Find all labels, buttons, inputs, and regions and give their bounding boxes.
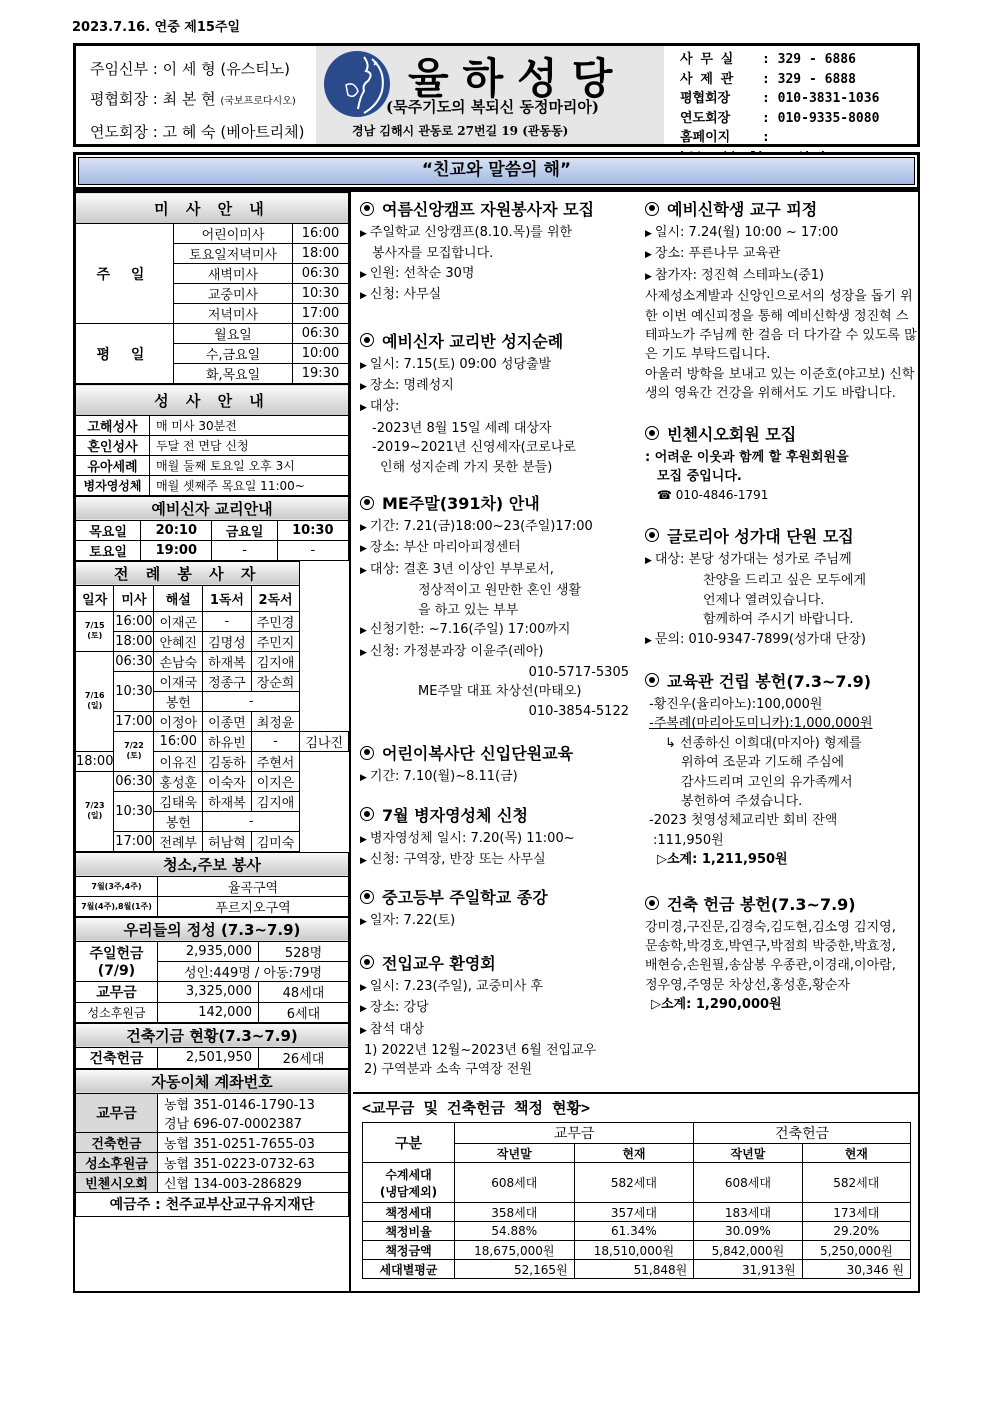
mass-time: 17:00 (293, 304, 349, 324)
row-label: 책정세대 (363, 1203, 455, 1222)
group-header: 교무금 (455, 1123, 694, 1144)
table-row (76, 631, 349, 651)
radio-bullet-icon (360, 746, 374, 760)
notice-choir: 글로리아 성가대 단원 모집 ▶ 대상: 본당 성가대는 성가로 주님께 찬양을 드리고 싶은 모두에게 언제나 열려있습니다. 함께하여 주시기 바랍니다. ▶ 문의: 010-9347-7899(성가대 단장) (645, 526, 867, 647)
col-header: 현재 (802, 1144, 910, 1163)
class-time: - (277, 540, 348, 560)
offering-count: 48세대 (259, 981, 349, 1002)
class-day: 금요일 (212, 520, 277, 540)
table-row (363, 1163, 911, 1203)
sunday-offering-label: 주일헌금 (7/9) (76, 941, 158, 981)
phone-icon: ☎ 010-4846-1791 (657, 488, 769, 503)
col-header: 미사 (114, 585, 154, 611)
class-time: 19:00 (141, 540, 212, 560)
notice-seminary-retreat: 예비신학생 교구 피정 ▶ 일시: 7.24(월) 10:00 ~ 17:00 ▶ 장소: 푸른나무 교육관 ▶ 참가자: 정진혁 스테파노(중1) 사제성소계발과 신앙인으로서의 성장을 돕기 위한 이번 예신피정을 통해 예비신학생 정진혁 스테파노가 주님께 한 걸음 더 다가갈 수 있도록 많은 기도 부탁드립니다. 아울러 방학을 보내고 있는 이준호(야고보) 신학생의 영육간 건강을 위해서도 기도 바랍니다. (645, 200, 917, 402)
fund-count: 26세대 (259, 1047, 349, 1068)
row-label: 세대별평균 (363, 1260, 455, 1279)
bulletin-header (73, 43, 920, 147)
commentator: 이정아 (154, 711, 203, 731)
cell: 5,842,000원 (694, 1241, 802, 1260)
table-row (76, 611, 349, 631)
radio-bullet-icon (360, 202, 374, 216)
catechumen-table (75, 496, 349, 561)
reader1: - (251, 731, 300, 751)
building-fund-title: 건축기금 현황(7.3~7.9) (76, 1023, 349, 1047)
account-name: 성소후원금 (76, 1152, 158, 1172)
reader1: 김명성 (203, 631, 252, 651)
cleaning-title: 청소,주보 봉사 (76, 852, 349, 876)
mass-name: 교중미사 (174, 284, 293, 304)
class-time: 10:30 (277, 520, 348, 540)
reader2: 김지애 (251, 651, 300, 671)
reader1: 하재복 (203, 651, 252, 671)
notice-vincent: 빈첸시오회원 모집 : 어려운 이웃과 함께 할 후원회원을 모집 중입니다. ☎ 010-4846-1791 (645, 422, 920, 506)
funeral-president-line: 연도회장 : 고 혜 숙 (베아트리체) (90, 123, 305, 141)
row-label: 책정비율 (363, 1222, 455, 1241)
mass-time: 06:30 (293, 264, 349, 284)
offertory-value: - (203, 811, 300, 831)
mass-time: 19:30 (293, 364, 349, 384)
notice-pilgrimage: 예비신자 교리반 성지순례 ▶ 일시: 7.15(토) 09:00 성당출발 ▶ 장소: 명례성지 ▶ 대상: -2023년 8월 15일 세례 대상자 -2019~2021년 신영세자(코로나로 인해 성지순례 가지 못한 분들) (360, 331, 576, 475)
table-row (363, 1241, 911, 1260)
reader1: 하재복 (203, 791, 252, 811)
sacrament-name: 병자영성체 (76, 476, 150, 496)
contact-funeral: 연도회장 : 010-9335-8080 (680, 110, 880, 126)
commentator: 전례부 (154, 831, 203, 851)
cell: 358세대 (455, 1203, 575, 1222)
reader2: 주현서 (251, 751, 300, 771)
year-theme-banner: “친교와 말씀의 해” (73, 152, 920, 190)
account-number: 신협 134-003-286829 (158, 1172, 349, 1192)
reader1: 이종면 (203, 711, 252, 731)
reader1: 허남혁 (203, 831, 252, 851)
pastor-line: 주임신부 : 이 세 형 (유스티노) (90, 60, 291, 78)
radio-bullet-icon (360, 890, 374, 904)
cell: 183세대 (694, 1203, 802, 1222)
table-row (76, 731, 349, 751)
sacrament-desc: 매월 둘째 토요일 오후 3시 (150, 456, 349, 476)
col-header: 2독서 (251, 585, 300, 611)
sacrament-desc: 매 미사 30분전 (150, 416, 349, 436)
contact-list (664, 46, 917, 144)
date-cell: 7/22 (토) (114, 731, 154, 771)
group-header: 건축헌금 (694, 1123, 911, 1144)
mass-time: 17:00 (114, 831, 154, 851)
notice-me-weekend: ME주말(391차) 안내 ▶ 기간: 7.21(금)18:00~23(주일)17:00 ▶ 장소: 부산 마리아피정센터 ▶ 대상: 결혼 3년 이상인 부부로서, 정상적이고 원만한 혼인 생활 을 하고 있는 부부 ▶ 신청기한: ~7.16(주일) 17:00까지 ▶ 신청: 가정분과장 이윤주(레아) 010-5717-5305 ME주말 대표 차상선(마태오) 010-3854-5122 (360, 494, 629, 719)
date-cell: 7/16 (일) (76, 651, 114, 751)
reader2: 김지애 (251, 791, 300, 811)
offering-count: 6세대 (259, 1002, 349, 1022)
bulletin-body (73, 190, 920, 1293)
radio-bullet-icon (360, 807, 374, 821)
church-name: 율하성당 (408, 54, 627, 103)
cell: 52,165원 (455, 1260, 575, 1279)
account-number: 농협 351-0251-7655-03 (158, 1132, 349, 1152)
account-numbers: 농협 351-0146-1790-13 경남 696-07-0002387 (158, 1093, 349, 1132)
contact-council: 평협회장 : 010-3831-1036 (680, 91, 880, 106)
reader2: 김미숙 (251, 831, 300, 851)
mass-time: 06:30 (114, 651, 154, 671)
left-column (75, 192, 351, 1293)
reader2: 주민경 (251, 611, 300, 631)
table-row (363, 1203, 911, 1222)
notice-altar-servers: 어린이복사단 신입단원교육 ▶ 기간: 7.10(월)~8.11(금) (360, 744, 574, 785)
row-label: 책정금액 (363, 1241, 455, 1260)
mass-time: 10:30 (293, 284, 349, 304)
mass-name: 월요일 (174, 324, 293, 344)
notice-sunday-school: 중고등부 주일학교 종강 ▶ 일자: 7.22(토) (360, 888, 548, 929)
church-title-block (316, 46, 664, 144)
radio-bullet-icon (360, 333, 374, 347)
col-header: 1독서 (203, 585, 252, 611)
radio-bullet-icon (360, 496, 374, 510)
cell: 31,913원 (694, 1260, 802, 1279)
cell: 30.09% (694, 1222, 802, 1241)
notice-education-hall: 교육관 건립 봉헌(7.3~7.9) -황진우(율리아노):100,000원 -주복례(마리아도미니카):1,000,000원 ↳ 선종하신 이희대(마지아) 형제를 위하여 조문과 기도해 주심에 감사드리며 고인의 유가족께서 봉헌하여 주셨습니다. -2023 첫영성체교리반 회비 잔액 :111,950원 ▷소계: 1,211,950원 (645, 669, 920, 870)
council-president-line: 평협회장 : 최 본 현 (국보프로다시오) (90, 90, 296, 108)
reader2: 장순희 (251, 671, 300, 691)
fund-name: 건축헌금 (76, 1047, 158, 1068)
mass-time: 16:00 (114, 611, 154, 631)
reader1: 이숙자 (203, 771, 252, 791)
liturgy-servers-table (75, 561, 349, 852)
clergy-list (76, 46, 316, 144)
sacrament-desc: 두달 전 면담 신청 (150, 436, 349, 456)
radio-bullet-icon (645, 426, 659, 440)
auto-transfer-table (75, 1069, 349, 1217)
building-fund-table (75, 1023, 349, 1069)
mass-schedule-table (75, 192, 349, 384)
mass-name: 수,금요일 (174, 344, 293, 364)
class-day: 토요일 (76, 540, 141, 560)
date-cell: 7/23 (일) (76, 771, 114, 851)
offering-amount: 2,935,000 (158, 941, 259, 961)
table-row (363, 1260, 911, 1279)
offertory: 봉헌 (154, 691, 203, 711)
commentator: 이재곤 (154, 611, 203, 631)
reader1: 김동하 (203, 751, 252, 771)
mass-time: 10:00 (293, 344, 349, 364)
cleaning-period: 7월(3주,4주) (76, 876, 158, 896)
mass-name: 어린이미사 (174, 224, 293, 244)
account-name: 건축헌금 (76, 1132, 158, 1152)
notice-welcome: 전입교우 환영회 ▶ 일시: 7.23(주일), 교중미사 후 ▶ 장소: 강당 ▶ 참석 대상 1) 2022년 12월~2023년 6월 전입교우 2) 구역분과 소속 구역장 전원 (360, 953, 597, 1078)
reader2: 최정윤 (251, 711, 300, 731)
cell: 54.88% (455, 1222, 575, 1241)
table-row (76, 671, 349, 691)
offering-detail: 성인:449명 / 아동:79명 (158, 961, 349, 981)
assessment-section (353, 1092, 920, 1293)
church-subtitle: (묵주기도의 복되신 동정마리아) (386, 98, 600, 116)
contact-rectory: 사 제 관 : 329 - 6888 (680, 71, 856, 87)
notice-summer-camp: 여름신앙캠프 자원봉사자 모집 ▶ 주일학교 신앙캠프(8.10.목)를 위한 봉사자를 모집합니다. ▶ 인원: 선착순 30명 ▶ 신청: 사무실 (360, 200, 595, 303)
class-day: - (212, 540, 277, 560)
commentator: 하유빈 (203, 731, 252, 751)
notice-building-offering: 건축 헌금 봉헌(7.3~7.9) 강미경,구진문,김경숙,김도현,김소영 김지영,문송학,박경호,박연구,박점희 박중한,박효정,배현승,손원필,송삼봉 우종관,이경래,이아람,정우영,주영문 차상선,홍성훈,황순자 ▷소계: 1,290,000원 (645, 892, 920, 1015)
cell: 61.34% (574, 1222, 694, 1241)
assessment-title: <교무금 및 건축헌금 책정 현황> (362, 1099, 591, 1117)
offering-count: 528명 (259, 941, 349, 961)
table-row (76, 771, 349, 791)
auto-transfer-title: 자동이체 계좌번호 (76, 1069, 349, 1093)
offering-name: 성소후원금 (76, 1002, 158, 1022)
table-row (76, 711, 349, 731)
radio-bullet-icon (645, 528, 659, 542)
mass-name: 저녁미사 (174, 304, 293, 324)
catechumen-title: 예비신자 교리안내 (76, 496, 349, 520)
contact-homepage: 홈페이지 : (680, 128, 917, 167)
building-subtotal: ▷소계: 1,290,000원 (651, 997, 782, 1013)
account-holder: 예금주 : 천주교부산교구유지재단 (76, 1192, 349, 1216)
commentator: 이유진 (154, 751, 203, 771)
right-column (641, 192, 920, 1092)
sacrament-table (75, 384, 349, 496)
sacrament-guide-title: 성 사 안 내 (76, 385, 349, 416)
offering-amount: 142,000 (158, 1002, 259, 1022)
class-day: 목요일 (76, 520, 141, 540)
mass-time: 10:30 (114, 791, 154, 831)
radio-bullet-icon (645, 673, 659, 687)
col-header: 작년말 (455, 1144, 575, 1163)
col-header: 현재 (574, 1144, 694, 1163)
mass-time: 16:00 (293, 224, 349, 244)
mass-time: 18:00 (114, 631, 154, 651)
commentator: 김태욱 (154, 791, 203, 811)
middle-column (353, 192, 641, 1092)
mass-time: 17:00 (114, 711, 154, 731)
account-name: 빈첸시오회 (76, 1172, 158, 1192)
sacrament-name: 고해성사 (76, 416, 150, 436)
cell: 608세대 (455, 1163, 575, 1203)
cell: 5,250,000원 (802, 1241, 910, 1260)
mass-name: 화,목요일 (174, 364, 293, 384)
church-address: 경남 김해시 관동로 27번길 19 (관동동) (352, 124, 569, 138)
account-name: 교무금 (76, 1093, 158, 1132)
mass-name: 토요일저녁미사 (174, 244, 293, 264)
col-header: 일자 (76, 585, 114, 611)
mass-time: 06:30 (114, 771, 154, 791)
commentator: 손남숙 (154, 651, 203, 671)
table-row (76, 831, 349, 851)
reader2: 이지은 (251, 771, 300, 791)
table-row (76, 651, 349, 671)
cell: 30,346 원 (802, 1260, 910, 1279)
radio-bullet-icon (645, 202, 659, 216)
cell: 29.20% (802, 1222, 910, 1241)
class-time: 20:10 (141, 520, 212, 540)
account-number: 농협 351-0223-0732-63 (158, 1152, 349, 1172)
row-label: 수계세대 (냉담제외) (363, 1163, 455, 1203)
reader2: 김나진 (300, 731, 349, 751)
table-row (363, 1222, 911, 1241)
notice-sick-communion: 7월 병자영성체 신청 ▶ 병자영성체 일시: 7.20(목) 11:00~ ▶ 신청: 구역장, 반장 또는 사무실 (360, 805, 575, 867)
mass-time: 06:30 (293, 324, 349, 344)
assessment-table (362, 1122, 911, 1279)
cell: 357세대 (574, 1203, 694, 1222)
cell: 608세대 (694, 1163, 802, 1203)
sacrament-name: 유아세례 (76, 456, 150, 476)
cell: 51,848원 (574, 1260, 694, 1279)
col-header: 해설 (154, 585, 203, 611)
bulletin-date: 2023.7.16. 연중 제15주일 (72, 20, 241, 35)
cell: 582세대 (574, 1163, 694, 1203)
commentator: 이재국 (154, 671, 203, 691)
reader1: - (203, 611, 252, 631)
weekday-label: 평 일 (76, 324, 174, 384)
mass-time: 18:00 (293, 244, 349, 264)
cleaning-table (75, 852, 349, 917)
fund-amount: 2,501,950 (158, 1047, 259, 1068)
cell: 18,675,000원 (455, 1241, 575, 1260)
radio-bullet-icon (360, 955, 374, 969)
liturgy-servers-title: 전 례 봉 사 자 (76, 561, 300, 585)
cell: 582세대 (802, 1163, 910, 1203)
offering-name: 교무금 (76, 981, 158, 1002)
reader1: 정종구 (203, 671, 252, 691)
col-header: 구분 (363, 1123, 455, 1163)
table-row (76, 791, 349, 811)
offertory: 봉헌 (154, 811, 203, 831)
date-cell: 7/15 (토) (76, 611, 114, 651)
mass-guide-title: 미 사 안 내 (76, 193, 349, 224)
mass-time: 16:00 (154, 731, 203, 751)
mass-time: 18:00 (76, 751, 114, 771)
reader2: 주민지 (251, 631, 300, 651)
church-logo-icon (324, 51, 390, 117)
sunday-label: 주 일 (76, 224, 174, 324)
radio-bullet-icon (645, 896, 659, 910)
education-subtotal: ▷소계: 1,211,950원 (657, 852, 788, 868)
cleaning-period: 7월(4주),8월(1주) (76, 896, 158, 916)
sacrament-name: 혼인성사 (76, 436, 150, 456)
cleaning-group: 푸르지오구역 (158, 896, 349, 916)
mass-name: 새벽미사 (174, 264, 293, 284)
offertory-value: - (203, 691, 300, 711)
cell: 173세대 (802, 1203, 910, 1222)
offering-amount: 3,325,000 (158, 981, 259, 1002)
commentator: 홍성훈 (154, 771, 203, 791)
sacrament-desc: 매월 셋째주 목요일 11:00~ (150, 476, 349, 496)
cell: 18,510,000원 (574, 1241, 694, 1260)
mass-time: 10:30 (114, 671, 154, 711)
col-header: 작년말 (694, 1144, 802, 1163)
cleaning-group: 율곡구역 (158, 876, 349, 896)
contact-office: 사 무 실 : 329 - 6886 (680, 52, 856, 67)
commentator: 안혜진 (154, 631, 203, 651)
offerings-table (75, 917, 349, 1023)
offerings-title: 우리들의 정성 (7.3~7.9) (76, 917, 349, 941)
